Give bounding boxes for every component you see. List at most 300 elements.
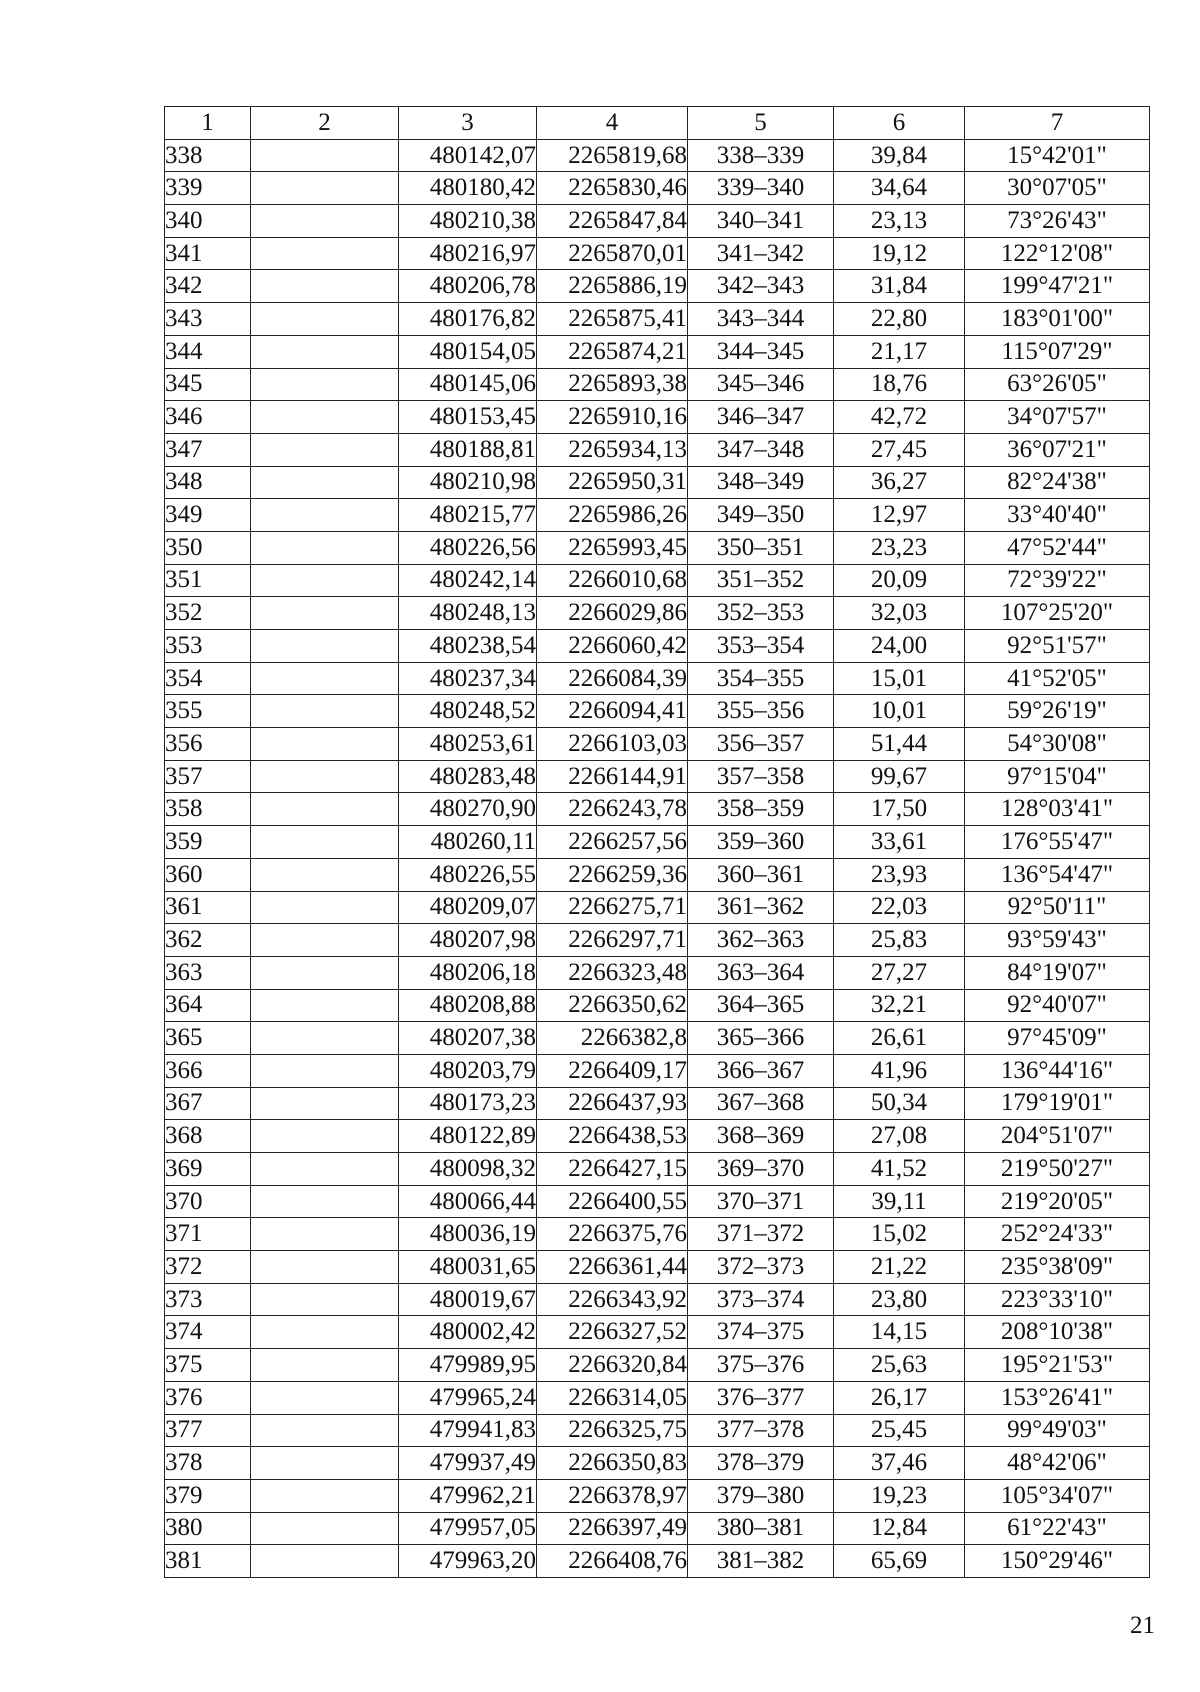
cell-column-2 bbox=[251, 1447, 399, 1480]
cell-column-2 bbox=[251, 205, 399, 238]
cell-coordinate-x: 480154,05 bbox=[399, 335, 537, 368]
cell-column-2 bbox=[251, 1185, 399, 1218]
cell-segment: 365–366 bbox=[688, 1022, 834, 1055]
cell-angle: 47°52'44" bbox=[965, 531, 1150, 564]
cell-length: 25,45 bbox=[834, 1414, 965, 1447]
cell-angle: 15°42'01" bbox=[965, 139, 1150, 172]
cell-coordinate-y: 2266060,42 bbox=[537, 630, 688, 663]
cell-angle: 105°34'07" bbox=[965, 1479, 1150, 1512]
cell-coordinate-y: 2266375,76 bbox=[537, 1218, 688, 1251]
cell-coordinate-x: 480145,06 bbox=[399, 368, 537, 401]
cell-coordinate-x: 480210,98 bbox=[399, 466, 537, 499]
table-row bbox=[165, 1022, 1150, 1055]
cell-angle: 63°26'05" bbox=[965, 368, 1150, 401]
cell-column-2 bbox=[251, 270, 399, 303]
cell-coordinate-y: 2265870,01 bbox=[537, 237, 688, 270]
cell-angle: 223°33'10" bbox=[965, 1283, 1150, 1316]
cell-coordinate-x: 480176,82 bbox=[399, 303, 537, 336]
table-row bbox=[165, 793, 1150, 826]
cell-coordinate-y: 2266397,49 bbox=[537, 1512, 688, 1545]
cell-segment: 355–356 bbox=[688, 695, 834, 728]
cell-coordinate-x: 480207,98 bbox=[399, 924, 537, 957]
cell-length: 41,52 bbox=[834, 1153, 965, 1186]
cell-coordinate-y: 2266327,52 bbox=[537, 1316, 688, 1349]
cell-column-2 bbox=[251, 1512, 399, 1545]
cell-length: 31,84 bbox=[834, 270, 965, 303]
cell-length: 10,01 bbox=[834, 695, 965, 728]
cell-point-number: 366 bbox=[165, 1054, 251, 1087]
cell-coordinate-x: 480208,88 bbox=[399, 989, 537, 1022]
table-row bbox=[165, 499, 1150, 532]
cell-segment: 340–341 bbox=[688, 205, 834, 238]
cell-length: 41,96 bbox=[834, 1054, 965, 1087]
cell-column-2 bbox=[251, 728, 399, 761]
cell-segment: 351–352 bbox=[688, 564, 834, 597]
cell-coordinate-y: 2265847,84 bbox=[537, 205, 688, 238]
cell-angle: 199°47'21" bbox=[965, 270, 1150, 303]
cell-point-number: 379 bbox=[165, 1479, 251, 1512]
cell-coordinate-x: 479957,05 bbox=[399, 1512, 537, 1545]
cell-length: 23,23 bbox=[834, 531, 965, 564]
table-row bbox=[165, 1381, 1150, 1414]
cell-coordinate-x: 480216,97 bbox=[399, 237, 537, 270]
cell-angle: 107°25'20" bbox=[965, 597, 1150, 630]
cell-segment: 364–365 bbox=[688, 989, 834, 1022]
cell-column-2 bbox=[251, 989, 399, 1022]
cell-segment: 361–362 bbox=[688, 891, 834, 924]
table-row bbox=[165, 891, 1150, 924]
cell-coordinate-x: 480242,14 bbox=[399, 564, 537, 597]
cell-column-2 bbox=[251, 760, 399, 793]
cell-segment: 378–379 bbox=[688, 1447, 834, 1480]
cell-point-number: 381 bbox=[165, 1545, 251, 1578]
table-row bbox=[165, 1120, 1150, 1153]
table-row bbox=[165, 728, 1150, 761]
cell-length: 19,23 bbox=[834, 1479, 965, 1512]
cell-column-2 bbox=[251, 1087, 399, 1120]
cell-angle: 92°51'57" bbox=[965, 630, 1150, 663]
column-header-1: 1 bbox=[165, 107, 251, 140]
cell-segment: 370–371 bbox=[688, 1185, 834, 1218]
table-row bbox=[165, 172, 1150, 205]
cell-point-number: 355 bbox=[165, 695, 251, 728]
cell-angle: 36°07'21" bbox=[965, 433, 1150, 466]
table-row bbox=[165, 662, 1150, 695]
table-row bbox=[165, 597, 1150, 630]
cell-column-2 bbox=[251, 1545, 399, 1578]
cell-segment: 377–378 bbox=[688, 1414, 834, 1447]
cell-angle: 34°07'57" bbox=[965, 401, 1150, 434]
cell-column-2 bbox=[251, 139, 399, 172]
table-row bbox=[165, 924, 1150, 957]
cell-coordinate-y: 2265993,45 bbox=[537, 531, 688, 564]
cell-point-number: 358 bbox=[165, 793, 251, 826]
cell-length: 18,76 bbox=[834, 368, 965, 401]
cell-coordinate-y: 2265910,16 bbox=[537, 401, 688, 434]
cell-coordinate-y: 2266010,68 bbox=[537, 564, 688, 597]
cell-coordinate-x: 480238,54 bbox=[399, 630, 537, 663]
cell-column-2 bbox=[251, 1120, 399, 1153]
cell-length: 27,27 bbox=[834, 956, 965, 989]
cell-segment: 373–374 bbox=[688, 1283, 834, 1316]
table-row bbox=[165, 1283, 1150, 1316]
cell-coordinate-x: 480248,52 bbox=[399, 695, 537, 728]
table-row bbox=[165, 303, 1150, 336]
cell-length: 22,80 bbox=[834, 303, 965, 336]
cell-point-number: 344 bbox=[165, 335, 251, 368]
cell-angle: 33°40'40" bbox=[965, 499, 1150, 532]
cell-column-2 bbox=[251, 237, 399, 270]
cell-coordinate-y: 2266259,36 bbox=[537, 858, 688, 891]
cell-angle: 92°50'11" bbox=[965, 891, 1150, 924]
cell-point-number: 365 bbox=[165, 1022, 251, 1055]
cell-angle: 59°26'19" bbox=[965, 695, 1150, 728]
table-body bbox=[165, 139, 1150, 1577]
column-header-2: 2 bbox=[251, 107, 399, 140]
cell-segment: 342–343 bbox=[688, 270, 834, 303]
cell-length: 39,11 bbox=[834, 1185, 965, 1218]
cell-column-2 bbox=[251, 826, 399, 859]
cell-column-2 bbox=[251, 1414, 399, 1447]
cell-column-2 bbox=[251, 335, 399, 368]
cell-point-number: 338 bbox=[165, 139, 251, 172]
cell-column-2 bbox=[251, 1316, 399, 1349]
cell-length: 21,17 bbox=[834, 335, 965, 368]
cell-coordinate-y: 2266084,39 bbox=[537, 662, 688, 695]
cell-point-number: 342 bbox=[165, 270, 251, 303]
table-row bbox=[165, 1479, 1150, 1512]
cell-angle: 72°39'22" bbox=[965, 564, 1150, 597]
cell-coordinate-y: 2266437,93 bbox=[537, 1087, 688, 1120]
cell-length: 24,00 bbox=[834, 630, 965, 663]
cell-length: 14,15 bbox=[834, 1316, 965, 1349]
table-row bbox=[165, 1512, 1150, 1545]
cell-column-2 bbox=[251, 1479, 399, 1512]
cell-point-number: 359 bbox=[165, 826, 251, 859]
cell-angle: 150°29'46" bbox=[965, 1545, 1150, 1578]
cell-coordinate-x: 480031,65 bbox=[399, 1251, 537, 1284]
cell-angle: 128°03'41" bbox=[965, 793, 1150, 826]
cell-segment: 344–345 bbox=[688, 335, 834, 368]
cell-angle: 219°20'05" bbox=[965, 1185, 1150, 1218]
cell-segment: 352–353 bbox=[688, 597, 834, 630]
cell-point-number: 348 bbox=[165, 466, 251, 499]
table-row bbox=[165, 237, 1150, 270]
cell-segment: 358–359 bbox=[688, 793, 834, 826]
cell-point-number: 363 bbox=[165, 956, 251, 989]
cell-segment: 341–342 bbox=[688, 237, 834, 270]
cell-angle: 92°40'07" bbox=[965, 989, 1150, 1022]
cell-column-2 bbox=[251, 1251, 399, 1284]
cell-coordinate-y: 2265950,31 bbox=[537, 466, 688, 499]
cell-angle: 73°26'43" bbox=[965, 205, 1150, 238]
cell-segment: 353–354 bbox=[688, 630, 834, 663]
cell-column-2 bbox=[251, 1054, 399, 1087]
cell-angle: 235°38'09" bbox=[965, 1251, 1150, 1284]
cell-length: 37,46 bbox=[834, 1447, 965, 1480]
cell-angle: 30°07'05" bbox=[965, 172, 1150, 205]
cell-column-2 bbox=[251, 1381, 399, 1414]
table-row bbox=[165, 1545, 1150, 1578]
cell-length: 23,80 bbox=[834, 1283, 965, 1316]
cell-coordinate-x: 480173,23 bbox=[399, 1087, 537, 1120]
cell-segment: 339–340 bbox=[688, 172, 834, 205]
cell-coordinate-y: 2265875,41 bbox=[537, 303, 688, 336]
table-row bbox=[165, 205, 1150, 238]
table-row bbox=[165, 858, 1150, 891]
cell-point-number: 353 bbox=[165, 630, 251, 663]
cell-point-number: 343 bbox=[165, 303, 251, 336]
cell-coordinate-y: 2266257,56 bbox=[537, 826, 688, 859]
cell-segment: 362–363 bbox=[688, 924, 834, 957]
cell-angle: 99°49'03" bbox=[965, 1414, 1150, 1447]
cell-angle: 219°50'27" bbox=[965, 1153, 1150, 1186]
page-number: 21 bbox=[1130, 1612, 1155, 1639]
coordinates-table bbox=[164, 106, 1150, 1578]
cell-point-number: 368 bbox=[165, 1120, 251, 1153]
cell-point-number: 352 bbox=[165, 597, 251, 630]
cell-coordinate-x: 479941,83 bbox=[399, 1414, 537, 1447]
cell-point-number: 347 bbox=[165, 433, 251, 466]
cell-coordinate-x: 480122,89 bbox=[399, 1120, 537, 1153]
cell-angle: 179°19'01" bbox=[965, 1087, 1150, 1120]
cell-column-2 bbox=[251, 172, 399, 205]
table-row bbox=[165, 695, 1150, 728]
cell-coordinate-x: 480209,07 bbox=[399, 891, 537, 924]
cell-point-number: 367 bbox=[165, 1087, 251, 1120]
cell-point-number: 364 bbox=[165, 989, 251, 1022]
cell-angle: 93°59'43" bbox=[965, 924, 1150, 957]
cell-coordinate-x: 480207,38 bbox=[399, 1022, 537, 1055]
cell-angle: 136°44'16" bbox=[965, 1054, 1150, 1087]
column-header-5: 5 bbox=[688, 107, 834, 140]
cell-coordinate-x: 480188,81 bbox=[399, 433, 537, 466]
cell-coordinate-y: 2266094,41 bbox=[537, 695, 688, 728]
cell-column-2 bbox=[251, 1218, 399, 1251]
cell-coordinate-y: 2266438,53 bbox=[537, 1120, 688, 1153]
cell-point-number: 372 bbox=[165, 1251, 251, 1284]
cell-column-2 bbox=[251, 858, 399, 891]
cell-coordinate-y: 2266409,17 bbox=[537, 1054, 688, 1087]
cell-column-2 bbox=[251, 695, 399, 728]
cell-point-number: 351 bbox=[165, 564, 251, 597]
table-row bbox=[165, 1414, 1150, 1447]
cell-point-number: 346 bbox=[165, 401, 251, 434]
cell-length: 51,44 bbox=[834, 728, 965, 761]
cell-length: 15,01 bbox=[834, 662, 965, 695]
cell-coordinate-x: 480066,44 bbox=[399, 1185, 537, 1218]
cell-point-number: 356 bbox=[165, 728, 251, 761]
cell-column-2 bbox=[251, 303, 399, 336]
cell-segment: 349–350 bbox=[688, 499, 834, 532]
cell-coordinate-y: 2266320,84 bbox=[537, 1349, 688, 1382]
cell-angle: 84°19'07" bbox=[965, 956, 1150, 989]
cell-angle: 48°42'06" bbox=[965, 1447, 1150, 1480]
cell-angle: 204°51'07" bbox=[965, 1120, 1150, 1153]
cell-length: 34,64 bbox=[834, 172, 965, 205]
cell-coordinate-y: 2266243,78 bbox=[537, 793, 688, 826]
cell-coordinate-x: 480248,13 bbox=[399, 597, 537, 630]
cell-coordinate-x: 480203,79 bbox=[399, 1054, 537, 1087]
cell-segment: 367–368 bbox=[688, 1087, 834, 1120]
column-header-7: 7 bbox=[965, 107, 1150, 140]
cell-coordinate-x: 480215,77 bbox=[399, 499, 537, 532]
cell-point-number: 362 bbox=[165, 924, 251, 957]
cell-column-2 bbox=[251, 1022, 399, 1055]
cell-segment: 376–377 bbox=[688, 1381, 834, 1414]
cell-angle: 153°26'41" bbox=[965, 1381, 1150, 1414]
cell-coordinate-y: 2266297,71 bbox=[537, 924, 688, 957]
cell-segment: 381–382 bbox=[688, 1545, 834, 1578]
cell-segment: 369–370 bbox=[688, 1153, 834, 1186]
table-row bbox=[165, 1447, 1150, 1480]
cell-coordinate-y: 2266408,76 bbox=[537, 1545, 688, 1578]
cell-length: 12,84 bbox=[834, 1512, 965, 1545]
cell-length: 99,67 bbox=[834, 760, 965, 793]
cell-length: 23,13 bbox=[834, 205, 965, 238]
cell-coordinate-x: 480019,67 bbox=[399, 1283, 537, 1316]
cell-coordinate-y: 2266103,03 bbox=[537, 728, 688, 761]
cell-column-2 bbox=[251, 597, 399, 630]
cell-column-2 bbox=[251, 891, 399, 924]
cell-angle: 115°07'29" bbox=[965, 335, 1150, 368]
table-header-row bbox=[165, 107, 1150, 140]
table-row bbox=[165, 760, 1150, 793]
cell-length: 32,21 bbox=[834, 989, 965, 1022]
table-row bbox=[165, 466, 1150, 499]
cell-column-2 bbox=[251, 564, 399, 597]
cell-point-number: 360 bbox=[165, 858, 251, 891]
cell-point-number: 345 bbox=[165, 368, 251, 401]
cell-coordinate-y: 2266275,71 bbox=[537, 891, 688, 924]
cell-coordinate-y: 2265893,38 bbox=[537, 368, 688, 401]
cell-point-number: 361 bbox=[165, 891, 251, 924]
cell-length: 39,84 bbox=[834, 139, 965, 172]
cell-coordinate-y: 2266325,75 bbox=[537, 1414, 688, 1447]
cell-length: 23,93 bbox=[834, 858, 965, 891]
cell-length: 15,02 bbox=[834, 1218, 965, 1251]
cell-angle: 208°10'38" bbox=[965, 1316, 1150, 1349]
column-header-3: 3 bbox=[399, 107, 537, 140]
table-row bbox=[165, 401, 1150, 434]
cell-length: 42,72 bbox=[834, 401, 965, 434]
cell-coordinate-x: 480206,18 bbox=[399, 956, 537, 989]
cell-column-2 bbox=[251, 662, 399, 695]
cell-point-number: 380 bbox=[165, 1512, 251, 1545]
cell-angle: 252°24'33" bbox=[965, 1218, 1150, 1251]
cell-segment: 363–364 bbox=[688, 956, 834, 989]
cell-coordinate-x: 480283,48 bbox=[399, 760, 537, 793]
cell-coordinate-y: 2266144,91 bbox=[537, 760, 688, 793]
cell-coordinate-x: 479937,49 bbox=[399, 1447, 537, 1480]
table-row bbox=[165, 1316, 1150, 1349]
cell-coordinate-x: 480260,11 bbox=[399, 826, 537, 859]
cell-coordinate-y: 2266343,92 bbox=[537, 1283, 688, 1316]
cell-point-number: 350 bbox=[165, 531, 251, 564]
cell-coordinate-y: 2266400,55 bbox=[537, 1185, 688, 1218]
cell-coordinate-x: 480270,90 bbox=[399, 793, 537, 826]
table-row bbox=[165, 956, 1150, 989]
cell-angle: 54°30'08" bbox=[965, 728, 1150, 761]
table-row bbox=[165, 433, 1150, 466]
cell-segment: 371–372 bbox=[688, 1218, 834, 1251]
cell-length: 27,08 bbox=[834, 1120, 965, 1153]
cell-segment: 350–351 bbox=[688, 531, 834, 564]
cell-coordinate-x: 480180,42 bbox=[399, 172, 537, 205]
cell-coordinate-x: 480253,61 bbox=[399, 728, 537, 761]
cell-coordinate-y: 2265830,46 bbox=[537, 172, 688, 205]
cell-length: 20,09 bbox=[834, 564, 965, 597]
cell-angle: 61°22'43" bbox=[965, 1512, 1150, 1545]
cell-segment: 343–344 bbox=[688, 303, 834, 336]
cell-column-2 bbox=[251, 433, 399, 466]
cell-segment: 347–348 bbox=[688, 433, 834, 466]
cell-angle: 41°52'05" bbox=[965, 662, 1150, 695]
cell-coordinate-x: 479965,24 bbox=[399, 1381, 537, 1414]
cell-column-2 bbox=[251, 956, 399, 989]
cell-coordinate-x: 480142,07 bbox=[399, 139, 537, 172]
table-row bbox=[165, 1153, 1150, 1186]
table-row bbox=[165, 1087, 1150, 1120]
cell-length: 12,97 bbox=[834, 499, 965, 532]
cell-coordinate-x: 480002,42 bbox=[399, 1316, 537, 1349]
cell-segment: 354–355 bbox=[688, 662, 834, 695]
cell-coordinate-x: 480210,38 bbox=[399, 205, 537, 238]
cell-length: 65,69 bbox=[834, 1545, 965, 1578]
cell-column-2 bbox=[251, 630, 399, 663]
cell-segment: 360–361 bbox=[688, 858, 834, 891]
cell-length: 26,17 bbox=[834, 1381, 965, 1414]
cell-point-number: 373 bbox=[165, 1283, 251, 1316]
cell-length: 21,22 bbox=[834, 1251, 965, 1284]
cell-column-2 bbox=[251, 531, 399, 564]
cell-segment: 359–360 bbox=[688, 826, 834, 859]
cell-column-2 bbox=[251, 401, 399, 434]
cell-point-number: 370 bbox=[165, 1185, 251, 1218]
cell-coordinate-x: 480153,45 bbox=[399, 401, 537, 434]
cell-coordinate-y: 2265934,13 bbox=[537, 433, 688, 466]
table-row bbox=[165, 335, 1150, 368]
cell-length: 26,61 bbox=[834, 1022, 965, 1055]
cell-point-number: 349 bbox=[165, 499, 251, 532]
cell-length: 33,61 bbox=[834, 826, 965, 859]
cell-length: 17,50 bbox=[834, 793, 965, 826]
table-row bbox=[165, 1251, 1150, 1284]
cell-length: 32,03 bbox=[834, 597, 965, 630]
cell-angle: 136°54'47" bbox=[965, 858, 1150, 891]
cell-column-2 bbox=[251, 1283, 399, 1316]
column-header-4: 4 bbox=[537, 107, 688, 140]
cell-column-2 bbox=[251, 793, 399, 826]
cell-coordinate-x: 480226,55 bbox=[399, 858, 537, 891]
table-row bbox=[165, 1349, 1150, 1382]
cell-column-2 bbox=[251, 1153, 399, 1186]
table-row bbox=[165, 564, 1150, 597]
table-row bbox=[165, 368, 1150, 401]
cell-angle: 176°55'47" bbox=[965, 826, 1150, 859]
cell-segment: 375–376 bbox=[688, 1349, 834, 1382]
table-row bbox=[165, 826, 1150, 859]
cell-length: 25,83 bbox=[834, 924, 965, 957]
cell-coordinate-x: 480237,34 bbox=[399, 662, 537, 695]
cell-segment: 338–339 bbox=[688, 139, 834, 172]
table-row bbox=[165, 630, 1150, 663]
cell-length: 36,27 bbox=[834, 466, 965, 499]
cell-segment: 379–380 bbox=[688, 1479, 834, 1512]
table-row bbox=[165, 270, 1150, 303]
cell-column-2 bbox=[251, 1349, 399, 1382]
cell-segment: 357–358 bbox=[688, 760, 834, 793]
